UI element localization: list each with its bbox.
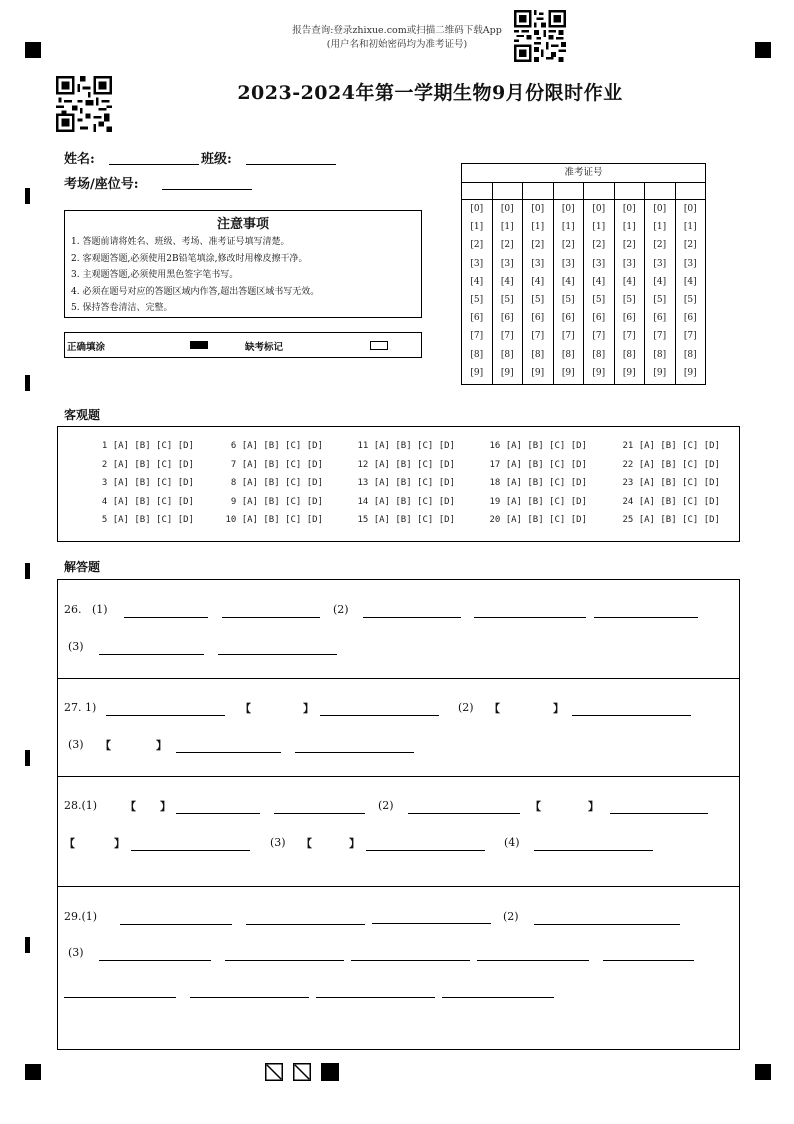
objective-question-row[interactable]: 14 [A] [B] [C] [D] bbox=[357, 496, 455, 507]
class-label: 班级: bbox=[201, 152, 232, 167]
answer-line[interactable] bbox=[366, 850, 485, 851]
side-marker bbox=[25, 563, 30, 579]
page-marker-hatched-icon bbox=[265, 1063, 283, 1085]
answer-line[interactable] bbox=[408, 813, 520, 814]
answer-line[interactable] bbox=[534, 850, 653, 851]
objective-column bbox=[465, 437, 587, 530]
exam-id-digit-bubble[interactable]: [3] bbox=[683, 258, 697, 269]
exam-id-column bbox=[554, 182, 585, 384]
exam-id-digit-bubble[interactable]: [2] bbox=[622, 240, 636, 251]
answer-line[interactable] bbox=[190, 997, 309, 998]
exam-id-digit-write-box[interactable] bbox=[554, 182, 584, 200]
answer-line[interactable] bbox=[274, 813, 365, 814]
exam-id-digit-write-box[interactable] bbox=[615, 182, 645, 200]
side-marker bbox=[25, 750, 30, 766]
question-divider bbox=[57, 776, 740, 777]
exam-id-digit-bubble[interactable]: [4] bbox=[592, 276, 606, 287]
objective-question-row[interactable]: 8 [A] [B] [C] [D] bbox=[230, 478, 323, 488]
exam-id-digit-bubble[interactable]: [7] bbox=[683, 331, 697, 342]
objective-question-row[interactable]: 3 [A] [B] [C] [D] bbox=[101, 478, 194, 488]
objective-question-row[interactable]: 20 [A] [B] [C] [D] bbox=[489, 515, 587, 525]
exam-id-column bbox=[523, 182, 554, 384]
objective-question-row[interactable]: 12 [A] [B] [C] [D] bbox=[357, 459, 455, 470]
bracket-open: 【 bbox=[125, 800, 136, 813]
objective-column bbox=[333, 437, 455, 530]
answer-line[interactable] bbox=[572, 715, 691, 716]
answer-line[interactable] bbox=[218, 654, 337, 655]
exam-id-digit-bubble[interactable]: [3] bbox=[500, 258, 514, 269]
objective-column bbox=[598, 437, 720, 530]
answer-line[interactable] bbox=[64, 997, 176, 998]
exam-id-digit-bubble[interactable]: [9] bbox=[561, 367, 575, 378]
exam-id-digit-bubble[interactable]: [7] bbox=[470, 331, 484, 342]
side-marker bbox=[25, 188, 30, 204]
exam-id-digit-bubble[interactable]: [5] bbox=[653, 295, 667, 306]
exam-id-digit-write-box[interactable] bbox=[523, 182, 553, 200]
objective-question-row[interactable]: 7 [A] [B] [C] [D] bbox=[230, 459, 323, 470]
objective-question-row[interactable]: 11 [A] [B] [C] [D] bbox=[357, 441, 455, 451]
seat-field[interactable] bbox=[162, 189, 252, 190]
exam-id-digit-bubble[interactable]: [8] bbox=[683, 349, 697, 360]
objective-question-row[interactable]: 16 [A] [B] [C] [D] bbox=[489, 441, 587, 451]
bracket-open: 【 bbox=[240, 702, 251, 715]
answer-line[interactable] bbox=[363, 617, 461, 618]
notice-box bbox=[64, 210, 422, 318]
exam-id-digit-bubble[interactable]: [5] bbox=[470, 295, 484, 306]
q26-number: 26. bbox=[64, 603, 82, 616]
exam-id-digit-bubble[interactable]: [5] bbox=[561, 295, 575, 306]
exam-id-digit-bubble[interactable]: [1] bbox=[683, 222, 697, 233]
bracket-close: 】 bbox=[160, 800, 171, 813]
exam-id-digit-bubble[interactable]: [9] bbox=[683, 367, 697, 378]
corner-marker-bottom-left bbox=[25, 1064, 41, 1080]
exam-id-digit-bubble[interactable]: [0] bbox=[500, 204, 514, 214]
exam-id-column bbox=[645, 182, 676, 384]
exam-id-digit-bubble[interactable]: [8] bbox=[653, 349, 667, 360]
answer-line[interactable] bbox=[372, 923, 491, 924]
exam-id-digit-bubble[interactable]: [5] bbox=[622, 295, 636, 306]
exam-id-digit-bubble[interactable]: [1] bbox=[622, 222, 636, 233]
page-title: 2023-2024年第一学期生物9月份限时作业 bbox=[237, 82, 623, 104]
exam-id-digit-bubble[interactable]: [0] bbox=[653, 204, 667, 214]
absent-mark-box[interactable] bbox=[370, 341, 388, 350]
question-divider bbox=[57, 678, 740, 679]
answer-line[interactable] bbox=[124, 617, 208, 618]
bracket-close: 】 bbox=[588, 800, 599, 813]
exam-id-digit-bubble[interactable]: [7] bbox=[622, 331, 636, 342]
report-query-note: 报告查询:登录zhixue.com或扫描二维码下载App bbox=[292, 25, 502, 36]
exam-id-digit-bubble[interactable]: [9] bbox=[622, 367, 636, 378]
exam-id-column bbox=[615, 182, 646, 384]
q28-part2-label: (2) bbox=[378, 799, 394, 812]
answer-line[interactable] bbox=[351, 960, 470, 961]
bracket-open: 【 bbox=[301, 837, 312, 850]
q29-part2-label: (2) bbox=[503, 910, 519, 923]
exam-id-digit-bubble[interactable]: [2] bbox=[653, 240, 667, 251]
exam-id-digit-bubble[interactable]: [9] bbox=[592, 367, 606, 378]
q26-part2-label: (2) bbox=[333, 603, 349, 616]
exam-id-digit-bubble[interactable]: [0] bbox=[683, 204, 697, 214]
exam-id-digit-bubble[interactable]: [7] bbox=[531, 331, 545, 342]
objective-section-label: 客观题 bbox=[64, 408, 101, 422]
objective-question-row[interactable]: 18 [A] [B] [C] [D] bbox=[489, 478, 587, 488]
exam-id-digit-bubble[interactable]: [9] bbox=[470, 367, 484, 378]
answer-line[interactable] bbox=[120, 924, 232, 925]
answer-line[interactable] bbox=[176, 752, 281, 753]
exam-id-column bbox=[493, 182, 524, 384]
answer-line[interactable] bbox=[99, 654, 204, 655]
page-marker-hatched-icon bbox=[293, 1063, 311, 1085]
seat-label: 考场/座位号: bbox=[64, 177, 139, 192]
q27-part2-label: (2) bbox=[458, 701, 474, 714]
exam-id-digit-bubble[interactable]: [8] bbox=[470, 349, 484, 360]
page-marker-solid bbox=[321, 1063, 339, 1081]
name-label: 姓名: bbox=[64, 152, 95, 167]
exam-id-digit-bubble[interactable]: [7] bbox=[653, 331, 667, 342]
exam-id-digit-bubble[interactable]: [4] bbox=[531, 276, 545, 287]
fill-legend bbox=[64, 332, 422, 358]
exam-id-digit-bubble[interactable]: [3] bbox=[592, 258, 606, 269]
exam-id-digit-bubble[interactable]: [1] bbox=[561, 222, 575, 233]
exam-id-digit-write-box[interactable] bbox=[676, 182, 706, 200]
answer-line[interactable] bbox=[316, 997, 435, 998]
exam-id-digit-bubble[interactable]: [9] bbox=[531, 367, 545, 378]
exam-id-digit-bubble[interactable]: [0] bbox=[561, 204, 575, 214]
objective-question-row[interactable]: 15 [A] [B] [C] [D] bbox=[357, 515, 455, 525]
objective-question-row[interactable]: 24 [A] [B] [C] [D] bbox=[622, 496, 720, 507]
exam-id-digit-bubble[interactable]: [1] bbox=[531, 222, 545, 233]
bracket-close: 】 bbox=[553, 702, 564, 715]
exam-id-digit-bubble[interactable]: [3] bbox=[561, 258, 575, 269]
exam-id-digit-bubble[interactable]: [1] bbox=[470, 222, 484, 233]
exam-id-digit-bubble[interactable]: [6] bbox=[683, 313, 697, 324]
answer-line[interactable] bbox=[222, 617, 320, 618]
exam-id-digit-bubble[interactable]: [3] bbox=[622, 258, 636, 269]
exam-id-digit-bubble[interactable]: [6] bbox=[653, 313, 667, 324]
class-field[interactable] bbox=[246, 164, 336, 165]
answer-line[interactable] bbox=[246, 924, 365, 925]
q26-part1-label: (1) bbox=[92, 603, 108, 616]
exam-id-digit-bubble[interactable]: [0] bbox=[470, 204, 484, 214]
exam-id-column bbox=[462, 182, 493, 384]
notice-line: 4. 必须在题号对应的答题区域内作答,超出答题区域书写无效。 bbox=[71, 286, 320, 297]
bracket-close: 】 bbox=[349, 837, 360, 850]
side-marker bbox=[25, 375, 30, 391]
exam-id-digit-bubble[interactable]: [2] bbox=[592, 240, 606, 251]
answer-line[interactable] bbox=[610, 813, 708, 814]
exam-id-digit-bubble[interactable]: [9] bbox=[653, 367, 667, 378]
notice-line: 1. 答题前请将姓名、班级、考场、准考证号填写清楚。 bbox=[71, 237, 290, 247]
answer-line[interactable] bbox=[474, 617, 586, 618]
answer-line[interactable] bbox=[477, 960, 589, 961]
exam-id-digit-bubble[interactable]: [1] bbox=[500, 222, 514, 233]
objective-answer-area bbox=[57, 426, 740, 542]
answer-line[interactable] bbox=[99, 960, 211, 961]
sheet-qr-code-icon bbox=[56, 76, 112, 132]
exam-id-digit-bubble[interactable]: [4] bbox=[500, 276, 514, 287]
subjective-answer-area bbox=[57, 579, 740, 1050]
exam-id-digit-bubble[interactable]: [0] bbox=[592, 204, 606, 214]
objective-question-row[interactable]: 4 [A] [B] [C] [D] bbox=[101, 496, 194, 507]
report-query-note-sub: (用户名和初始密码均为准考证号) bbox=[326, 39, 468, 50]
bracket-close: 】 bbox=[114, 837, 125, 850]
correct-fill-label: 正确填涂 bbox=[67, 342, 106, 353]
bracket-open: 【 bbox=[489, 702, 500, 715]
q28-part4-label: (4) bbox=[504, 836, 520, 849]
objective-question-row[interactable]: 21 [A] [B] [C] [D] bbox=[622, 441, 720, 451]
notice-line: 5. 保持答卷清洁、完整。 bbox=[71, 303, 173, 313]
exam-id-digit-bubble[interactable]: [0] bbox=[622, 204, 636, 214]
exam-id-digit-bubble[interactable]: [6] bbox=[470, 313, 484, 324]
exam-id-digit-bubble[interactable]: [8] bbox=[531, 349, 545, 360]
bracket-open: 【 bbox=[64, 837, 75, 850]
objective-question-row[interactable]: 22 [A] [B] [C] [D] bbox=[622, 459, 720, 470]
objective-question-row[interactable]: 10 [A] [B] [C] [D] bbox=[225, 515, 323, 525]
exam-id-digit-bubble[interactable]: [4] bbox=[470, 276, 484, 287]
absent-mark-label: 缺考标记 bbox=[245, 342, 284, 353]
notice-title: 注意事项 bbox=[216, 217, 269, 232]
answer-line[interactable] bbox=[603, 960, 694, 961]
objective-column bbox=[201, 437, 323, 530]
answer-line[interactable] bbox=[534, 924, 680, 925]
exam-id-digit-bubble[interactable]: [4] bbox=[683, 276, 697, 287]
bracket-open: 【 bbox=[530, 800, 541, 813]
exam-id-digit-bubble[interactable]: [7] bbox=[592, 331, 606, 342]
bracket-open: 【 bbox=[100, 739, 111, 752]
exam-id-digit-bubble[interactable]: [3] bbox=[531, 258, 545, 269]
exam-id-digit-bubble[interactable]: [9] bbox=[500, 367, 514, 378]
exam-id-digit-bubble[interactable]: [2] bbox=[531, 240, 545, 251]
name-field[interactable] bbox=[109, 164, 199, 165]
objective-question-row[interactable]: 5 [A] [B] [C] [D] bbox=[101, 515, 194, 525]
exam-id-digit-bubble[interactable]: [6] bbox=[592, 313, 606, 324]
answer-line[interactable] bbox=[594, 617, 698, 618]
exam-id-digit-bubble[interactable]: [0] bbox=[531, 204, 545, 214]
exam-id-digit-bubble[interactable]: [7] bbox=[500, 331, 514, 342]
exam-id-column bbox=[676, 182, 706, 384]
answer-line[interactable] bbox=[320, 715, 439, 716]
exam-id-digit-write-box[interactable] bbox=[584, 182, 614, 200]
objective-question-row[interactable]: 1 [A] [B] [C] [D] bbox=[101, 441, 194, 451]
exam-id-digit-bubble[interactable]: [5] bbox=[531, 295, 545, 306]
exam-id-digit-bubble[interactable]: [5] bbox=[500, 295, 514, 306]
answer-line[interactable] bbox=[295, 752, 414, 753]
exam-id-digit-bubble[interactable]: [2] bbox=[470, 240, 484, 251]
bracket-close: 】 bbox=[156, 739, 167, 752]
bracket-close: 】 bbox=[303, 702, 314, 715]
objective-question-row[interactable]: 2 [A] [B] [C] [D] bbox=[101, 459, 194, 470]
exam-id-digit-bubble[interactable]: [6] bbox=[500, 313, 514, 324]
objective-question-row[interactable]: 17 [A] [B] [C] [D] bbox=[489, 459, 587, 470]
exam-id-digit-bubble[interactable]: [6] bbox=[531, 313, 545, 324]
exam-id-digit-bubble[interactable]: [8] bbox=[561, 349, 575, 360]
exam-id-digit-bubble[interactable]: [1] bbox=[653, 222, 667, 233]
correct-fill-swatch bbox=[190, 341, 208, 349]
exam-id-digit-bubble[interactable]: [6] bbox=[561, 313, 575, 324]
q29-number: 29.(1) bbox=[64, 910, 98, 923]
q28-number: 28.(1) bbox=[64, 799, 98, 812]
exam-id-digit-write-box[interactable] bbox=[493, 182, 523, 200]
exam-id-digit-bubble[interactable]: [8] bbox=[500, 349, 514, 360]
objective-question-row[interactable]: 9 [A] [B] [C] [D] bbox=[230, 496, 323, 507]
exam-id-digit-bubble[interactable]: [4] bbox=[622, 276, 636, 287]
q27-number: 27. 1) bbox=[64, 701, 97, 714]
exam-id-digit-write-box[interactable] bbox=[645, 182, 675, 200]
q26-part3-label: (3) bbox=[68, 640, 84, 653]
exam-id-digit-bubble[interactable]: [8] bbox=[592, 349, 606, 360]
answer-line[interactable] bbox=[225, 960, 344, 961]
q29-part3-label: (3) bbox=[68, 946, 84, 959]
question-divider bbox=[57, 886, 740, 887]
subjective-section-label: 解答题 bbox=[64, 560, 101, 574]
exam-id-digit-bubble[interactable]: [3] bbox=[470, 258, 484, 269]
answer-line[interactable] bbox=[131, 850, 250, 851]
exam-id-digit-bubble[interactable]: [1] bbox=[592, 222, 606, 233]
q27-part3-label: (3) bbox=[68, 738, 84, 751]
exam-id-digit-bubble[interactable]: [5] bbox=[592, 295, 606, 306]
answer-line[interactable] bbox=[176, 813, 260, 814]
notice-line: 2. 客观题答题,必须使用2B铅笔填涂,修改时用橡皮擦干净。 bbox=[71, 253, 308, 264]
objective-question-row[interactable]: 25 [A] [B] [C] [D] bbox=[622, 515, 720, 525]
q28-part3-label: (3) bbox=[270, 836, 286, 849]
app-qr-code-icon bbox=[514, 10, 566, 62]
answer-line[interactable] bbox=[442, 997, 554, 998]
exam-id-digit-bubble[interactable]: [5] bbox=[683, 295, 697, 306]
exam-id-column bbox=[584, 182, 615, 384]
objective-question-row[interactable]: 23 [A] [B] [C] [D] bbox=[622, 478, 720, 488]
corner-marker-bottom-right bbox=[755, 1064, 771, 1080]
exam-id-digit-bubble[interactable]: [8] bbox=[622, 349, 636, 360]
exam-id-digit-bubble[interactable]: [4] bbox=[561, 276, 575, 287]
objective-question-row[interactable]: 19 [A] [B] [C] [D] bbox=[489, 496, 587, 507]
exam-id-header: 准考证号 bbox=[462, 164, 705, 183]
exam-id-digit-write-box[interactable] bbox=[462, 182, 492, 200]
notice-line: 3. 主观题答题,必须使用黑色签字笔书写。 bbox=[71, 270, 239, 280]
exam-id-digit-bubble[interactable]: [2] bbox=[561, 240, 575, 251]
exam-id-grid bbox=[461, 163, 706, 385]
answer-line[interactable] bbox=[106, 715, 225, 716]
exam-id-digit-bubble[interactable]: [6] bbox=[622, 313, 636, 324]
exam-id-digit-bubble[interactable]: [4] bbox=[653, 276, 667, 287]
exam-id-digit-bubble[interactable]: [2] bbox=[500, 240, 514, 251]
exam-id-digit-bubble[interactable]: [7] bbox=[561, 331, 575, 342]
exam-id-digit-bubble[interactable]: [3] bbox=[653, 258, 667, 269]
objective-column bbox=[72, 437, 194, 530]
objective-question-row[interactable]: 6 [A] [B] [C] [D] bbox=[230, 441, 323, 451]
objective-question-row[interactable]: 13 [A] [B] [C] [D] bbox=[357, 478, 455, 488]
exam-id-digit-bubble[interactable]: [2] bbox=[683, 240, 697, 251]
side-marker bbox=[25, 937, 30, 953]
